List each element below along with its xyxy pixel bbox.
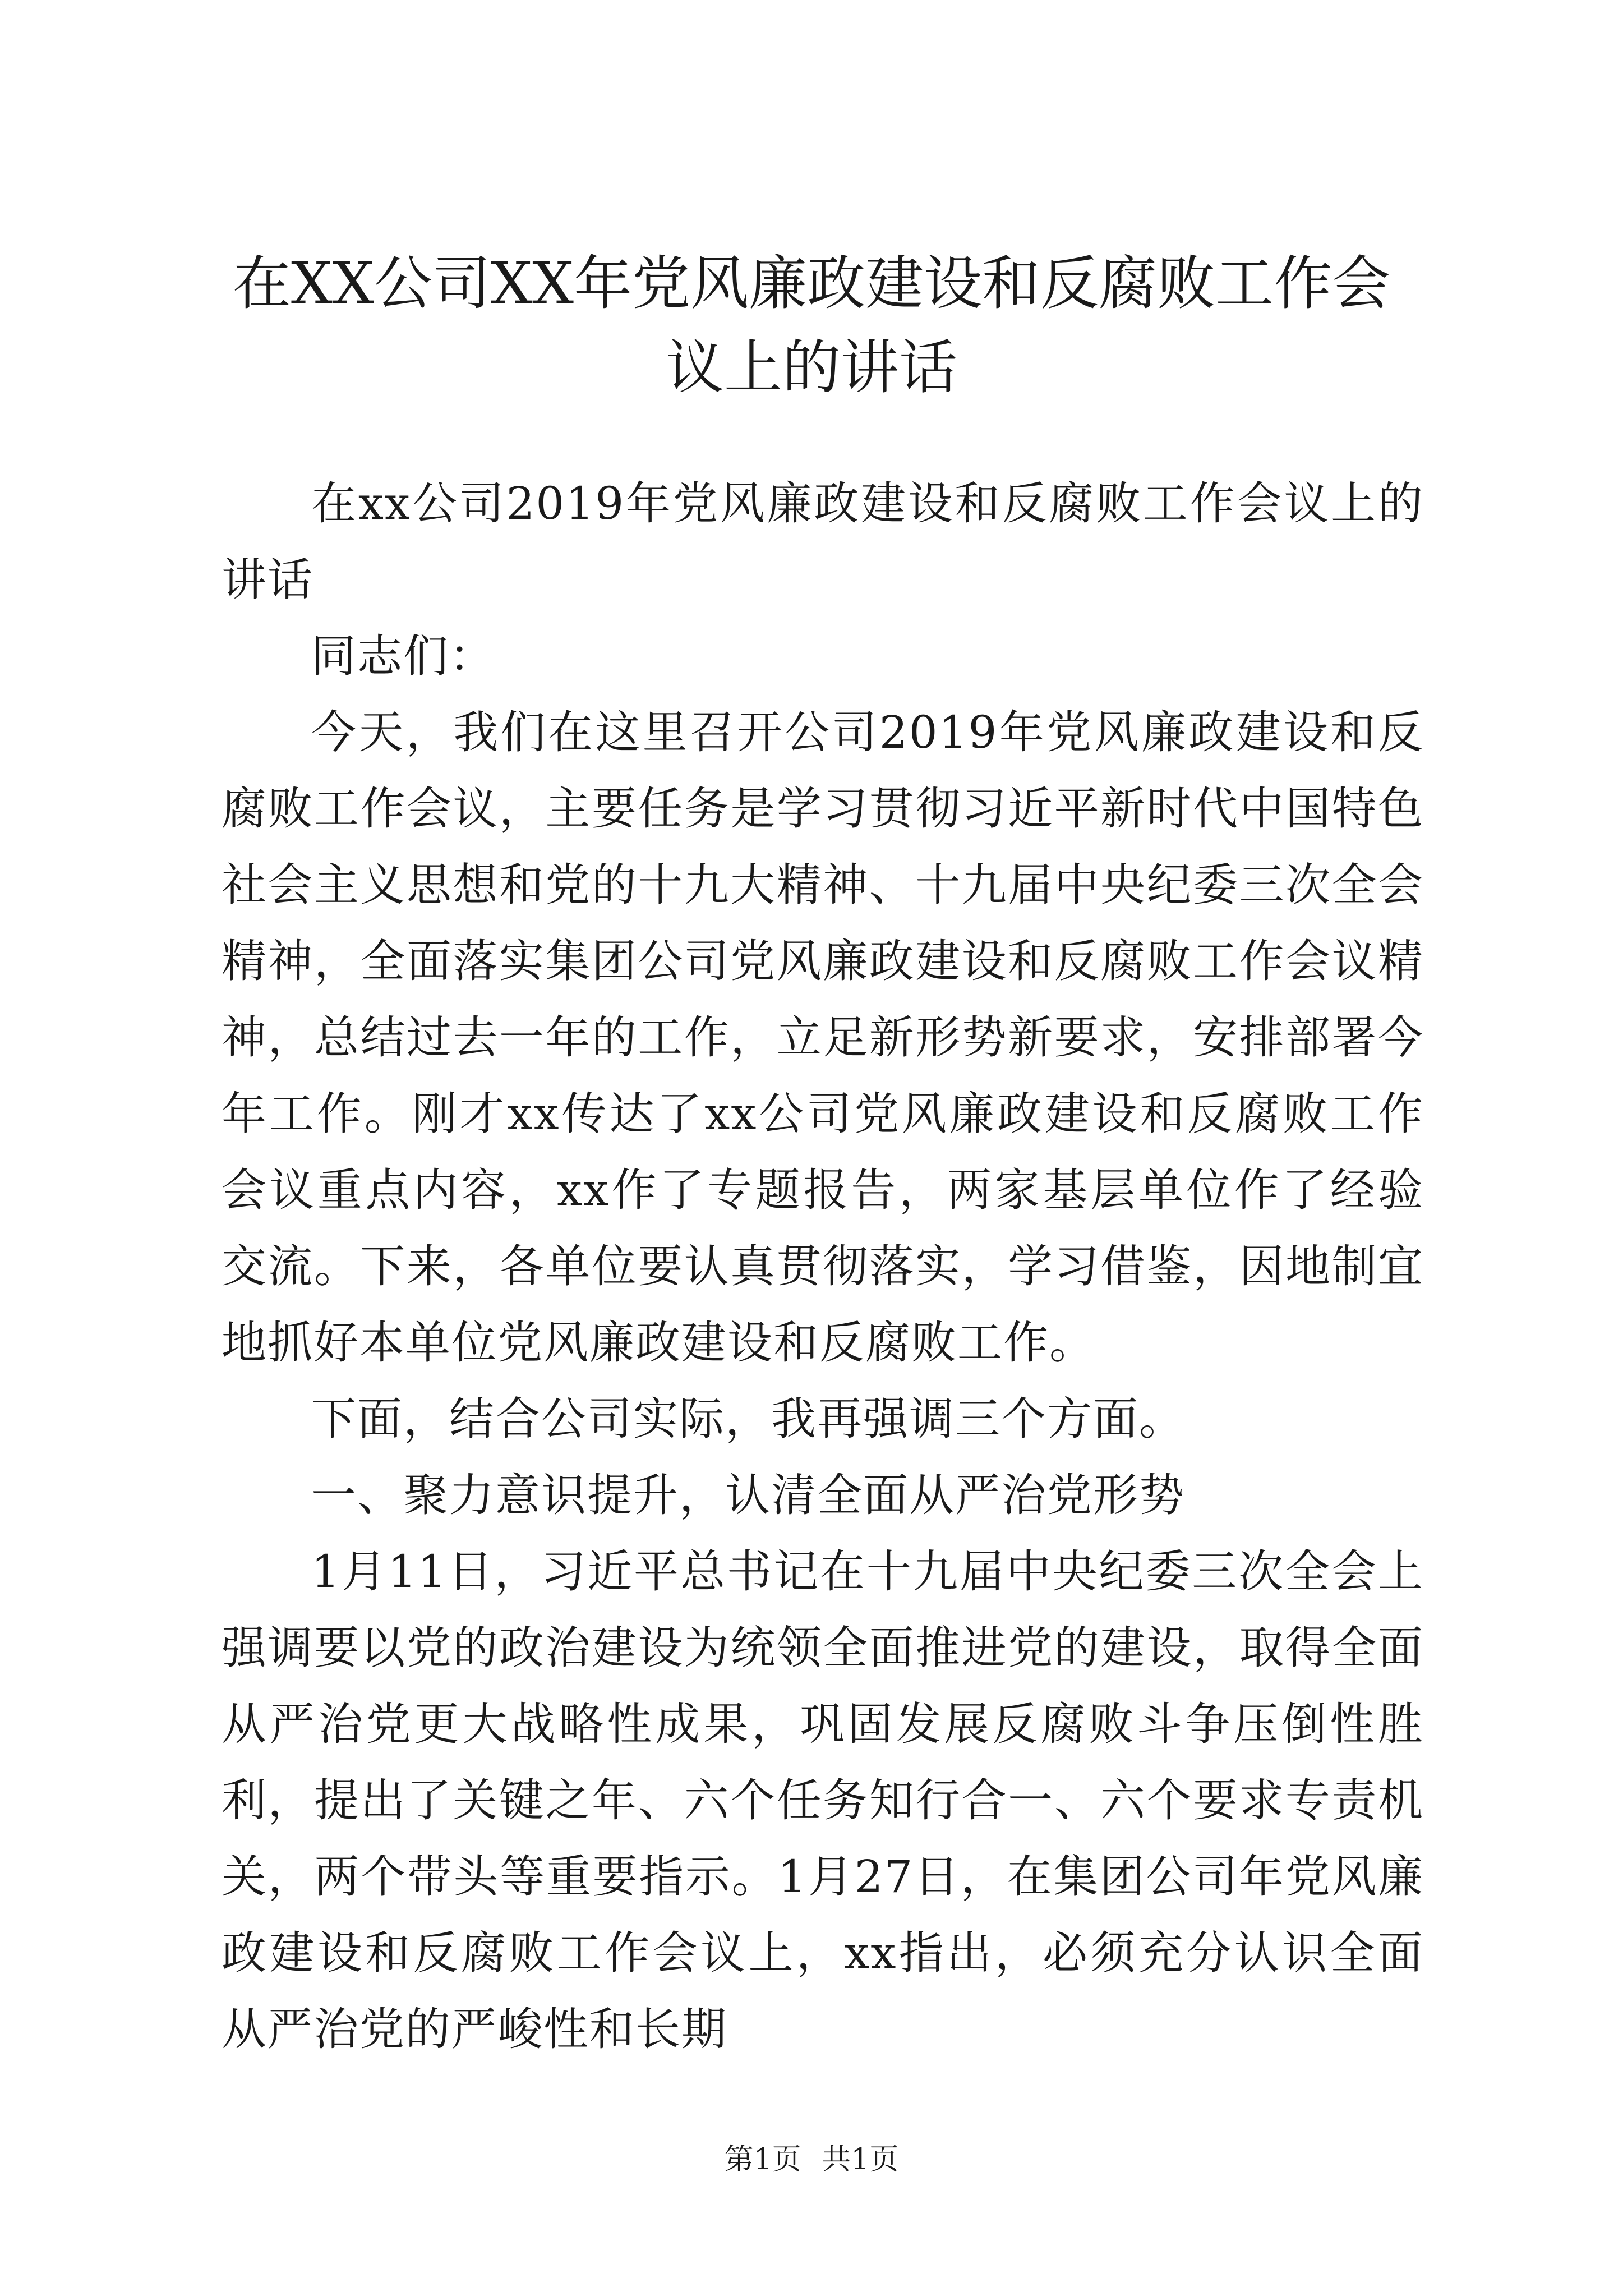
salutation-paragraph: 同志们：: [311, 630, 495, 682]
page-footer: [0, 2140, 1623, 2179]
body-paragraph: 今天，我们在这里召开公司2019年党风廉政建设和反腐败工作会议，主要任务是学习贯彻习近平新时代中国特色社会主义思想和党的十九大精神、十九届中央纪委三次全会精神，全面落实集团公司党风廉政建设和反腐败工作会议精神，总结过去一年的工作，立足新形势新要求，安排部署今年工作。刚才xx传达了xx公司党风廉政建设和反腐败工作会议重点内容，xx作了专题报告，两家基层单位作了经验交流。下来，各单位要认真贯彻落实，学习借鉴，因地制宜地抓好本单位党风廉政建设和反腐败工作。: [222, 706, 1424, 1369]
body-paragraph: 1月11日，习近平总书记在十九届中央纪委三次全会上强调要以党的政治建设为统领全面推进党的建设，取得全面从严治党更大战略性成果，巩固发展反腐败斗争压倒性胜利，提出了关键之年、六个任务知行合一、六个要求专责机关，两个带头等重要指示。1月27日，在集团公司年党风廉政建设和反腐败工作会议上，xx指出，必须充分认识全面从严治党的严峻性和长期: [222, 1545, 1424, 2055]
page-count: 共1页: [822, 2143, 899, 2177]
subtitle-paragraph: 在xx公司2019年党风廉政建设和反腐败工作会议上的讲话: [222, 477, 1424, 606]
body-paragraph: 下面，结合公司实际，我再强调三个方面。: [311, 1393, 1185, 1445]
page-number: 第1页: [724, 2143, 801, 2177]
document-title: 在XX公司XX年党风廉政建设和反腐败工作会议上的讲话: [232, 249, 1391, 402]
document-body: [222, 466, 1424, 2068]
section-heading: 一、聚力意识提升，认清全面从严治党形势: [311, 1469, 1185, 1521]
